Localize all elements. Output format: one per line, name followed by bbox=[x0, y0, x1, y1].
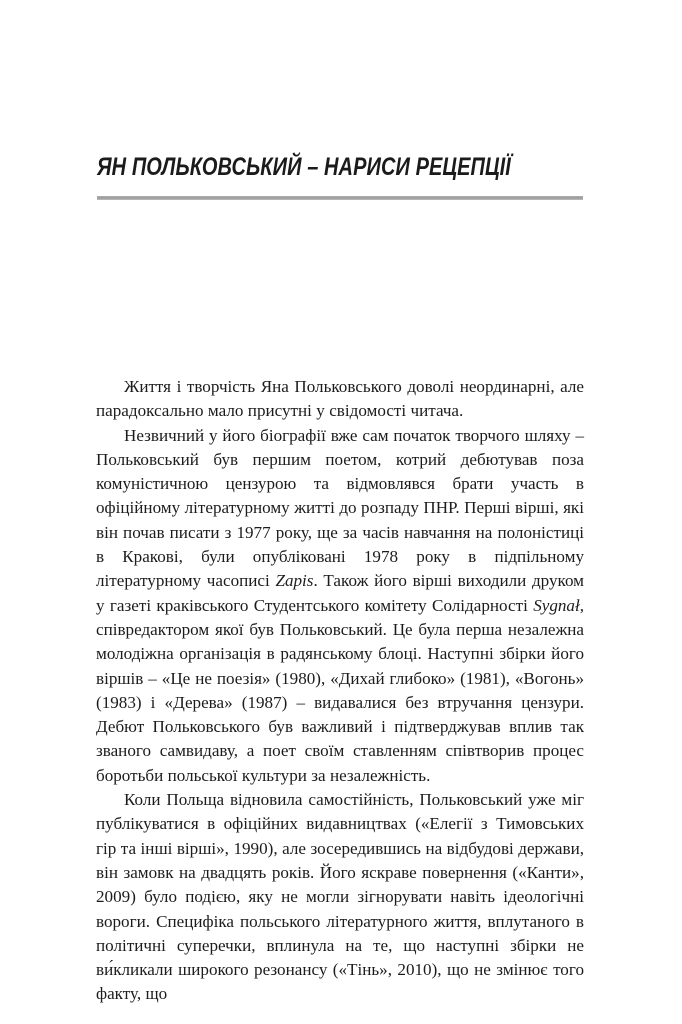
paragraph-1 bbox=[96, 375, 584, 424]
body-text-column bbox=[96, 375, 584, 1007]
page-title: ЯН ПОЛЬКОВСЬКИЙ – НАРИСИ РЕЦЕПЦІЇ bbox=[97, 153, 511, 181]
text-run-1: Коли Польща відновила самостійність, Польковський уже міг публікуватися в офіційних видавництвах («Елегії з Тимовських гір та інші вірші», 1990), але зосередившись на відбудові держави, він замовк на двадцять років. Його яскраве повернення («Канти», 2009) було подією, яку не могли зігнорувати навіть ідеологічні вороги. Специфіка польського літературного життя, вплутаного в політичні суперечки, вплинула на те, що наступні збірки не ви́кликали широкого резонансу («Тінь», 2010), що не змінює того факту, що bbox=[96, 790, 584, 1004]
italic-title-2: Zapis bbox=[275, 571, 314, 591]
title-divider-rule bbox=[97, 196, 583, 200]
text-run-1: Незвичний у його біографії вже сам початок творчого шляху – Польковський був першим поетом, котрий дебютував поза комуністичною цензурою та відмовлявся брати участь в офіційному літературному житті до розпаду ПНР. Перші вірші, які він почав писати з 1977 року, ще за часів навчання на полоністиці в Кракові, були опубліковані 1978 року в підпільному літературному часописі bbox=[96, 425, 584, 591]
paragraph-3 bbox=[96, 788, 584, 1007]
paragraph-2 bbox=[96, 424, 584, 788]
text-run-3: . Також його вірші виходили друком у газеті краківського Студентського комітету Солідарності bbox=[96, 571, 584, 615]
chapter-header bbox=[97, 152, 584, 200]
text-run-1: Життя і творчість Яна Польковського доволі неординарні, але парадоксально мало присутні у свідомості читача. bbox=[96, 377, 584, 421]
italic-title-4: Sygnał bbox=[533, 595, 580, 615]
text-run-5: , співредактором якої був Польковський. Це була перша незалежна молодіжна організація в радянському блоці. Наступні збірки його віршів – «Це не поезія» (1980), «Дихай глибоко» (1981), «Вогонь» (1983) і «Дерева» (1987) – видавалися без втручання цензури. Дебют Польковського був важливий і підтверджував вплив так званого самвидаву, а поет своїм ставленням співтворив процес боротьби польської культури за незалежність. bbox=[96, 595, 584, 785]
